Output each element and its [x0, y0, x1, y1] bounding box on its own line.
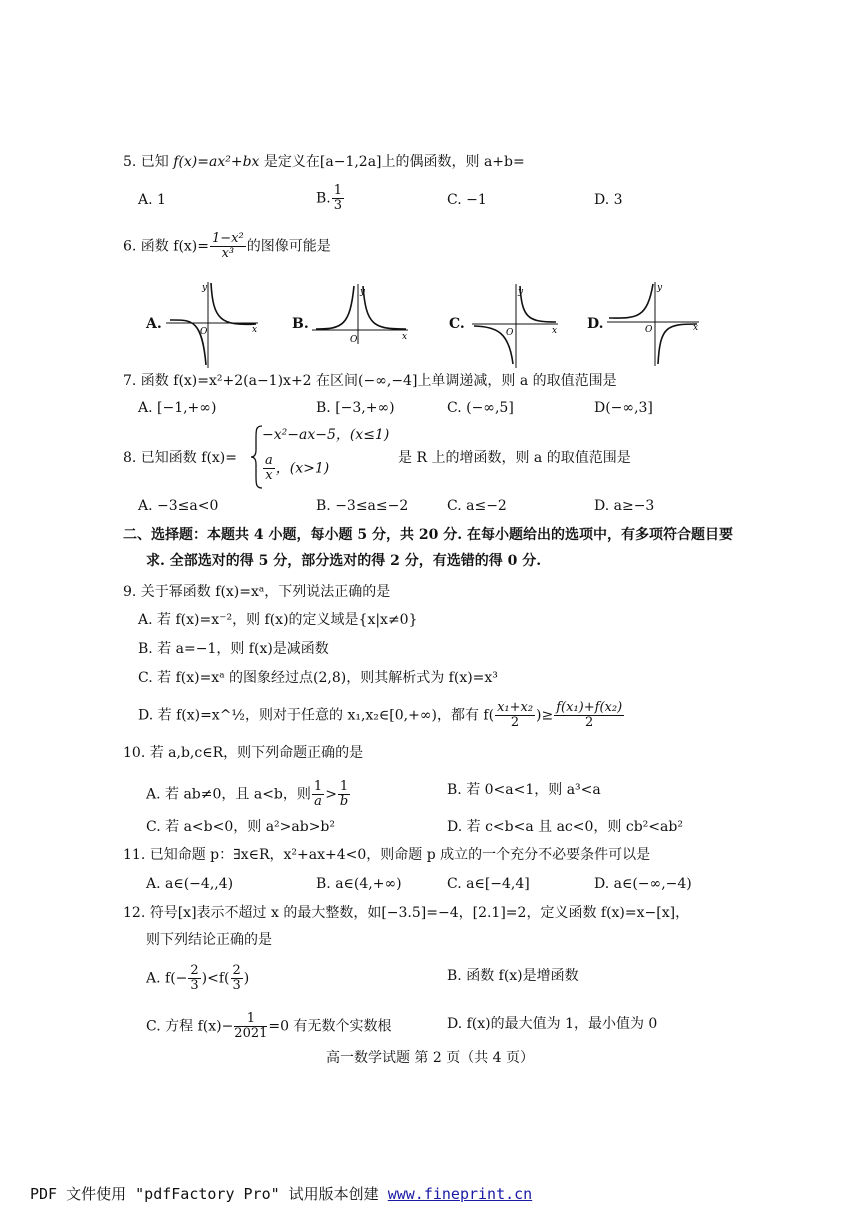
q12-option-d: D. f(x)的最大值为 1，最小值为 0: [447, 1016, 658, 1032]
pdffactory-watermark: [30, 1183, 532, 1204]
q8-option-a: A. −3≤a<0: [138, 498, 219, 514]
q6-graph-c-label: C.: [449, 316, 465, 332]
q7-stem: 7. 函数 f(x)=x²+2(a−1)x+2 在区间(−∞,−4]上单调递减，则 a 的取值范围是: [123, 373, 617, 389]
q8-option-d: D. a≥−3: [594, 498, 655, 514]
q6-graph-a-y: y: [202, 283, 208, 293]
q6-stem: 6. 函数 f(x)= $\frac{\text{1−x²}}{\text{x³}}$ 的图像可能是: [123, 231, 331, 261]
q10-option-c: C. 若 a<b<0，则 a²>ab>b²: [146, 819, 335, 835]
q6-graph-b-label: B.: [292, 316, 309, 332]
q9-option-b: B. 若 a=−1，则 f(x)是减函数: [138, 641, 329, 657]
q6-graph-c-o: O: [506, 328, 514, 338]
q11-option-a: A. a∈(−4,,4): [146, 876, 234, 892]
q5-stem: 5. 已知 f(x)=ax²+bx 是定义在[a−1,2a]上的偶函数，则 a+b=: [123, 154, 525, 170]
q10-option-a: A. 若 ab≠0，且 a<b，则 $\frac{1}{a}$ > $\frac{1}{b}$: [146, 779, 349, 809]
q7-option-c: C. (−∞,5]: [447, 400, 514, 416]
q12-stem-line2: 则下列结论正确的是: [146, 932, 272, 948]
q6-graph-d-o: O: [645, 325, 653, 335]
q8-option-b: B. −3≤a≤−2: [316, 498, 409, 514]
q8-case1: −x²−ax−5，(x≤1): [262, 427, 390, 443]
q6-graph-a-x: x: [252, 325, 258, 335]
q6-graph-d-label: D.: [587, 316, 604, 332]
q6-graph-a: [166, 280, 266, 370]
watermark-text: PDF 文件使用 "pdfFactory Pro" 试用版本创建: [30, 1185, 388, 1203]
q11-option-c: C. a∈[−4,4]: [447, 876, 530, 892]
q10-option-b: B. 若 0<a<1，则 a³<a: [447, 782, 601, 798]
q10-option-d: D. 若 c<b<a 且 ac<0，则 cb²<ab²: [447, 819, 683, 835]
q6-graph-d-y: y: [657, 283, 663, 293]
q9-stem: 9. 关于幂函数 f(x)=xᵃ，下列说法正确的是: [123, 584, 391, 600]
q11-option-b: B. a∈(4,+∞): [316, 876, 402, 892]
q9-option-d: D. 若 f(x)=x^½，则对于任意的 x₁,x₂∈[0,+∞)，都有 f( $\frac{\text{x₁+x₂}}{2}$ )≥ $\frac{\text{f(x₁)+f(x₂)}}{2}$: [138, 700, 623, 730]
q7-option-a: A. [−1,+∞): [138, 400, 217, 416]
section2-line2: 求. 全部选对的得 5 分，部分选对的得 2 分，有选错的得 0 分.: [146, 553, 542, 569]
section2-line1: 二、选择题：本题共 4 小题，每小题 5 分，共 20 分. 在每小题给出的选项中，有多项符合题目要: [123, 527, 733, 543]
q6-graph-a-o: O: [200, 327, 208, 337]
q8-stem-prefix: 8. 已知函数 f(x)=: [123, 450, 237, 466]
q6-graph-d: [607, 280, 707, 370]
q11-option-d: D. a∈(−∞,−4): [594, 876, 692, 892]
q7-option-d: D(−∞,3]: [594, 400, 653, 416]
page-footer: 高一数学试题 第 2 页（共 4 页）: [325, 1050, 535, 1066]
q10-stem: 10. 若 a,b,c∈R，则下列命题正确的是: [123, 745, 364, 761]
q12-option-c: C. 方程 f(x)− $\frac{1}{2021}$ =0 有无数个实数根: [146, 1011, 392, 1041]
q8-case2: $\frac{a}{x}$ ，(x>1): [265, 453, 330, 483]
q12-option-b: B. 函数 f(x)是增函数: [447, 968, 579, 984]
q5-option-d: D. 3: [594, 192, 623, 208]
q6-graph-b-y: y: [360, 287, 366, 297]
q9-option-a: A. 若 f(x)=x⁻²，则 f(x)的定义域是{x|x≠0}: [138, 612, 418, 628]
q12-option-a: A. f(− $\frac{2}{3}$ )<f( $\frac{2}{3}$ ): [146, 963, 250, 993]
q6-graph-c: [472, 282, 567, 372]
q5-option-b: B. $\frac{1}{3}$: [316, 183, 343, 213]
q9-option-c: C. 若 f(x)=xᵃ 的图象经过点(2,8)，则其解析式为 f(x)=x³: [138, 670, 498, 686]
q7-option-b: B. [−3,+∞): [316, 400, 395, 416]
q8-stem-suffix: 是 R 上的增函数，则 a 的取值范围是: [398, 450, 631, 466]
q12-stem-line1: 12. 符号[x]表示不超过 x 的最大整数，如[−3.5]=−4，[2.1]=2，定义函数 f(x)=x−[x]，: [123, 905, 690, 921]
q6-graph-a-label: A.: [146, 316, 162, 332]
q5-option-a: A. 1: [138, 192, 166, 208]
q6-graph-d-x: x: [693, 323, 699, 333]
q6-graph-b-o: O: [350, 335, 358, 345]
q8-option-c: C. a≤−2: [447, 498, 507, 514]
q6-graph-c-y: y: [518, 287, 524, 297]
q5-option-c: C. −1: [447, 192, 487, 208]
q11-stem: 11. 已知命题 p：∃x∈R，x²+ax+4<0，则命题 p 成立的一个充分不必要条件可以是: [123, 847, 651, 863]
fineprint-link[interactable]: www.fineprint.cn: [387, 1185, 533, 1203]
q6-graph-b: [312, 282, 417, 347]
q6-graph-c-x: x: [552, 326, 558, 336]
q6-graph-b-x: x: [402, 332, 408, 342]
